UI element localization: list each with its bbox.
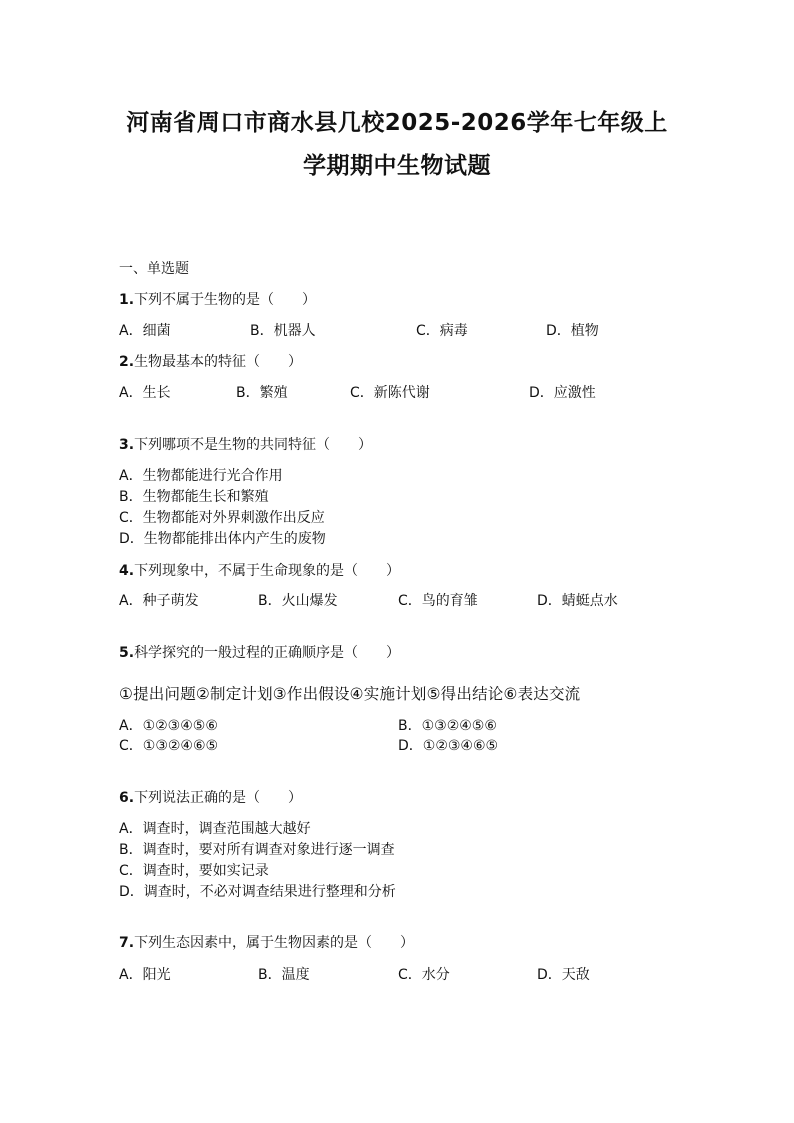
question-7-stem bbox=[119, 933, 414, 953]
question-text: 下列不属于生物的是（ ） bbox=[134, 292, 317, 308]
question-4-option-b: B．火山爆发 bbox=[258, 593, 338, 609]
question-1-option-b: B．机器人 bbox=[250, 323, 316, 339]
question-5-option-d: D．①②③④⑥⑤ bbox=[398, 738, 499, 754]
question-number: 5. bbox=[119, 645, 135, 661]
question-4-option-a: A．种子萌发 bbox=[119, 593, 199, 609]
section-heading: 一、单选题 bbox=[119, 261, 189, 277]
question-7-option-a: A．阳光 bbox=[119, 967, 171, 983]
question-5-option-c: C．①③②④⑥⑤ bbox=[119, 738, 219, 754]
question-3-option-a: A．生物都能进行光合作用 bbox=[119, 468, 283, 484]
question-text: 下列说法正确的是（ ） bbox=[134, 790, 303, 806]
question-1-stem bbox=[119, 290, 316, 310]
question-4-option-d: D．蜻蜓点水 bbox=[537, 593, 618, 609]
question-number: 6. bbox=[119, 790, 135, 806]
question-text: 下列生态因素中，属于生物因素的是（ ） bbox=[134, 935, 415, 951]
question-4-stem bbox=[119, 561, 400, 581]
question-2-option-a: A．生长 bbox=[119, 385, 171, 401]
question-number: 4. bbox=[119, 563, 135, 579]
question-6-option-d: D．调查时，不必对调查结果进行整理和分析 bbox=[119, 884, 396, 900]
document-title-line-1: 河南省周口市商水县几校2025-2026学年七年级上 bbox=[126, 110, 668, 136]
question-7-option-d: D．天敌 bbox=[537, 967, 590, 983]
question-3-option-b: B．生物都能生长和繁殖 bbox=[119, 489, 269, 505]
question-2-option-c: C．新陈代谢 bbox=[350, 385, 430, 401]
question-text: 下列现象中，不属于生命现象的是（ ） bbox=[134, 563, 401, 579]
question-5-stem bbox=[119, 643, 400, 663]
question-text: 生物最基本的特征（ ） bbox=[134, 354, 303, 370]
question-3-option-c: C．生物都能对外界刺激作出反应 bbox=[119, 510, 325, 526]
question-6-option-c: C．调查时，要如实记录 bbox=[119, 863, 269, 879]
document-title-line-2: 学期期中生物试题 bbox=[303, 153, 491, 179]
question-2-option-d: D．应激性 bbox=[529, 385, 596, 401]
question-number: 1. bbox=[119, 292, 135, 308]
question-3-stem bbox=[119, 435, 372, 455]
question-text: 下列哪项不是生物的共同特征（ ） bbox=[134, 437, 373, 453]
question-text: 科学探究的一般过程的正确顺序是（ ） bbox=[134, 645, 401, 661]
question-number: 7. bbox=[119, 935, 135, 951]
question-3-option-d: D．生物都能排出体内产生的废物 bbox=[119, 531, 326, 547]
question-6-stem bbox=[119, 788, 302, 808]
question-4-option-c: C．鸟的育雏 bbox=[398, 593, 478, 609]
question-1-option-a: A．细菌 bbox=[119, 323, 171, 339]
question-7-option-b: B．温度 bbox=[258, 967, 310, 983]
question-1-option-c: C．病毒 bbox=[416, 323, 468, 339]
question-7-option-c: C．水分 bbox=[398, 967, 450, 983]
question-1-option-d: D．植物 bbox=[546, 323, 599, 339]
question-2-option-b: B．繁殖 bbox=[236, 385, 288, 401]
question-number: 2. bbox=[119, 354, 135, 370]
question-6-option-a: A．调查时，调查范围越大越好 bbox=[119, 821, 311, 837]
question-5-steps: ①提出问题②制定计划③作出假设④实施计划⑤得出结论⑥表达交流 bbox=[119, 685, 581, 703]
question-6-option-b: B．调查时，要对所有调查对象进行逐一调查 bbox=[119, 842, 395, 858]
question-5-option-b: B．①③②④⑤⑥ bbox=[398, 718, 497, 734]
question-number: 3. bbox=[119, 437, 135, 453]
question-2-stem bbox=[119, 352, 302, 372]
question-5-option-a: A．①②③④⑤⑥ bbox=[119, 718, 218, 734]
